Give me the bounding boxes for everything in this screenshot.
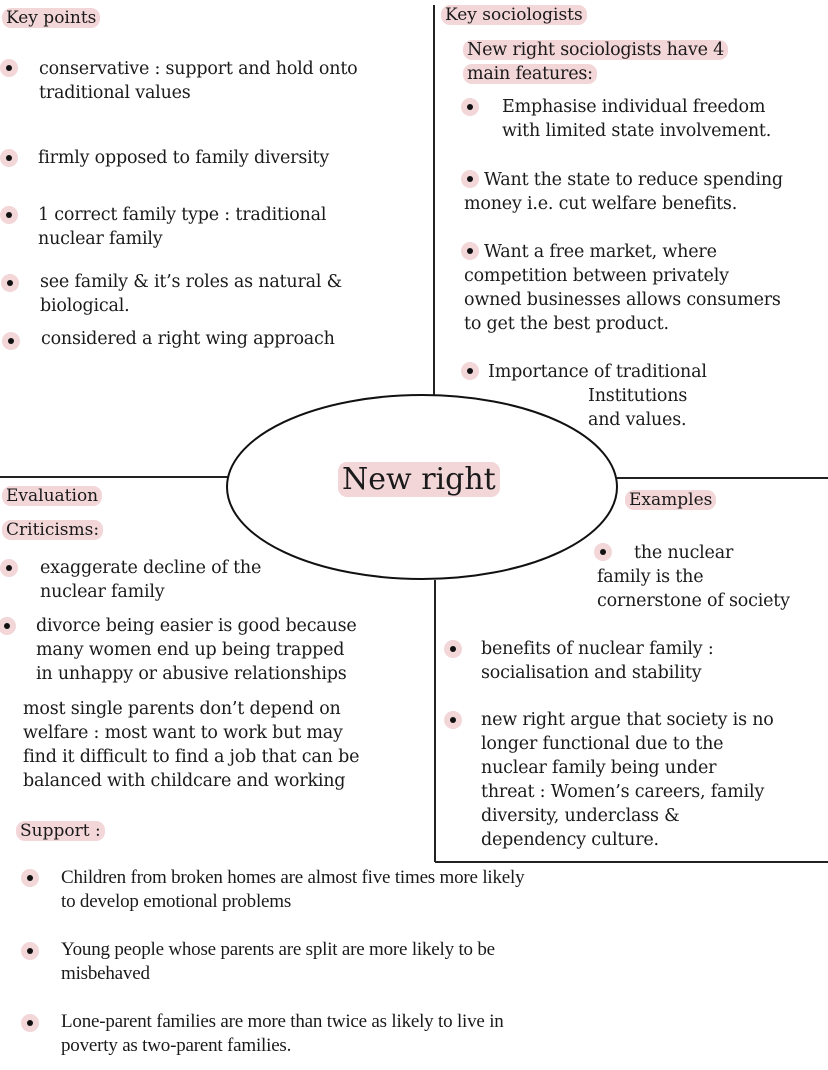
criticisms-heading: Criticisms: xyxy=(2,519,103,541)
bullet-icon xyxy=(21,1014,39,1032)
list-item: considered a right wing approach xyxy=(41,329,335,349)
list-item: Children from broken homes are almost five times more likely to develop emotional problems xyxy=(61,867,525,912)
bullet-icon xyxy=(444,711,462,729)
list-item: Young people whose parents are split are more likely to be misbehaved xyxy=(61,939,495,984)
bullet-icon xyxy=(461,98,479,116)
list-item: Lone-parent families are more than twice as likely to live in poverty as two-parent families. xyxy=(61,1011,504,1056)
examples-heading: Examples xyxy=(625,489,716,511)
bullet-icon xyxy=(2,332,20,350)
list-item: firmly opposed to family diversity xyxy=(38,148,330,168)
bullet-icon xyxy=(1,274,19,292)
list-item: Want the state to reduce spending money i.e. cut welfare benefits. xyxy=(464,170,783,214)
key-sociologists-intro: New right sociologists have 4 main features: xyxy=(463,38,728,86)
list-item: see family & it’s roles as natural & biological. xyxy=(40,272,342,316)
bullet-icon xyxy=(0,149,18,167)
list-item: exaggerate decline of the nuclear family xyxy=(40,558,262,602)
list-item: 1 correct family type : traditional nuclear family xyxy=(38,205,327,249)
list-item: new right argue that society is no longer functional due to the nuclear family being under threat : Women’s careers, family diversity, underclass & dependency culture. xyxy=(481,710,774,850)
list-item: Importance of traditional Institutions and values. xyxy=(488,362,707,430)
evaluation-paragraph: most single parents don’t depend on welfare : most want to work but may find it difficult to find a job that can be balanced with childcare and working xyxy=(23,699,360,791)
support-heading: Support : xyxy=(16,820,105,842)
list-item: the nuclear family is the cornerstone of society xyxy=(597,543,790,611)
evaluation-heading: Evaluation xyxy=(2,485,102,507)
bullet-icon xyxy=(21,869,39,887)
bullet-icon xyxy=(444,640,462,658)
bullet-icon xyxy=(0,206,18,224)
list-item: conservative : support and hold onto traditional values xyxy=(39,59,358,103)
bullet-icon xyxy=(0,59,18,77)
key-points-heading: Key points xyxy=(2,7,100,29)
bullet-icon xyxy=(461,362,479,380)
list-item: benefits of nuclear family : socialisation and stability xyxy=(481,639,714,683)
key-sociologists-heading: Key sociologists xyxy=(441,4,587,26)
center-title: New right xyxy=(338,462,500,498)
list-item: Emphasise individual freedom with limited state involvement. xyxy=(502,97,772,141)
list-item: Want a free market, where competition between privately owned businesses allows consumers to get the best product. xyxy=(464,242,781,334)
list-item: divorce being easier is good because many women end up being trapped in unhappy or abusive relationships xyxy=(36,616,357,684)
bullet-icon xyxy=(21,942,39,960)
bullet-icon xyxy=(0,559,18,577)
